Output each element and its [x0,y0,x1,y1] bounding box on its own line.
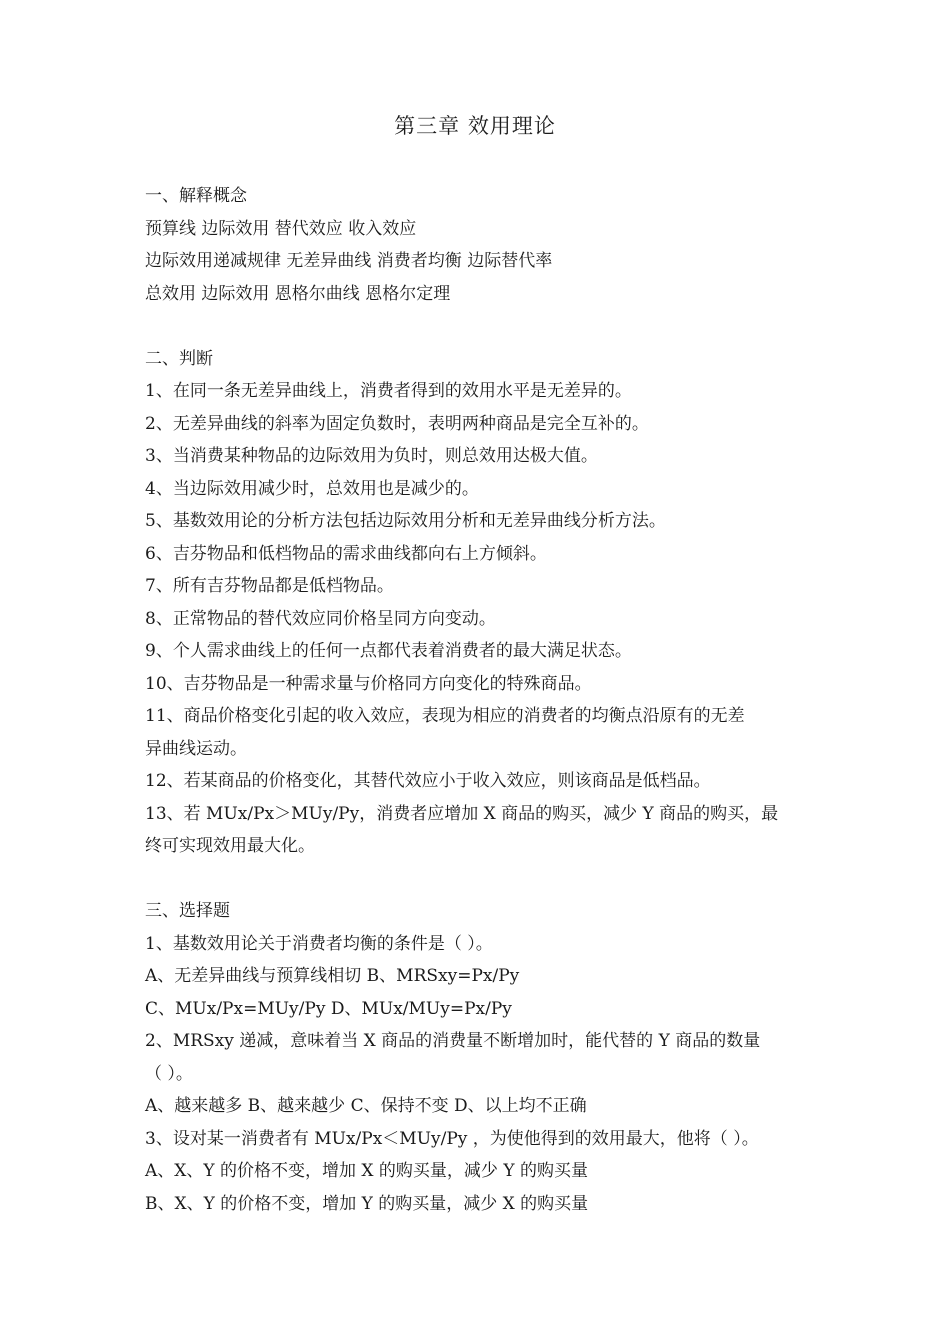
judgment-item: 11、商品价格变化引起的收入效应，表现为相应的消费者的均衡点沿原有的无差 [145,706,745,726]
section-heading-judgment: 二、判断 [145,348,213,369]
choice-question: 1、基数效用论关于消费者均衡的条件是（ ）。 [145,933,493,954]
judgment-item: 1、在同一条无差异曲线上，消费者得到的效用水平是无差异的。 [145,381,632,401]
judgment-item: 8、正常物品的替代效应同价格呈同方向变动。 [145,608,496,629]
judgment-item: 3、当消费某种物品的边际效用为负时，则总效用达极大值。 [145,446,598,466]
judgment-item: 4、当边际效用减少时，总效用也是减少的。 [145,478,479,499]
choice-question-continuation: （ ）。 [145,1063,193,1084]
judgment-item: 9、个人需求曲线上的任何一点都代表着消费者的最大满足状态。 [145,641,632,661]
judgment-item-continuation: 终可实现效用最大化。 [145,836,315,856]
concept-line: 总效用 边际效用 恩格尔曲线 恩格尔定理 [145,283,451,304]
judgment-item: 10、吉芬物品是一种需求量与价格同方向变化的特殊商品。 [145,673,592,694]
choice-option: A、X、Y 的价格不变，增加 X 的购买量，减少 Y 的购买量 [145,1161,588,1181]
choice-options: A、越来越多 B、越来越少 C、保持不变 D、以上均不正确 [145,1096,587,1116]
judgment-item: 6、吉芬物品和低档物品的需求曲线都向右上方倾斜。 [145,543,547,564]
choice-options: C、MUx/Px=MUy/Py D、MUx/MUy=Px/Py [145,998,512,1019]
section-spacer [145,310,810,343]
judgment-item: 5、基数效用论的分析方法包括边际效用分析和无差异曲线分析方法。 [145,511,666,531]
document-body [145,180,810,1220]
judgment-item-continuation: 异曲线运动。 [145,738,247,759]
choice-option: B、X、Y 的价格不变，增加 Y 的购买量，减少 X 的购买量 [145,1193,589,1214]
concept-line: 预算线 边际效用 替代效应 收入效应 [145,218,417,239]
section-heading-concepts: 一、解释概念 [145,186,247,206]
section-heading-choice: 三、选择题 [145,901,230,921]
choice-question: 2、MRSxy 递减，意味着当 X 商品的消费量不断增加时，能代替的 Y 商品的数量 [145,1031,761,1051]
choice-question: 3、设对某一消费者有 MUx/Px＜MUy/Py ，为使他得到的效用最大，他将（ ）。 [145,1128,759,1149]
judgment-item: 12、若某商品的价格变化，其替代效应小于收入效应，则该商品是低档品。 [145,771,711,791]
choice-options: A、无差异曲线与预算线相切 B、MRSxy=Px/Py [145,966,520,986]
judgment-item: 2、无差异曲线的斜率为固定负数时，表明两种商品是完全互补的。 [145,413,649,434]
section-spacer [145,863,810,896]
judgment-item: 7、所有吉芬物品都是低档物品。 [145,576,394,596]
concept-line: 边际效用递减规律 无差异曲线 消费者均衡 边际替代率 [145,251,553,271]
judgment-item: 13、若 MUx/Px＞MUy/Py，消费者应增加 X 商品的购买，减少 Y 商品的购买，最 [145,803,779,824]
chapter-title: 第三章 效用理论 [394,114,556,138]
